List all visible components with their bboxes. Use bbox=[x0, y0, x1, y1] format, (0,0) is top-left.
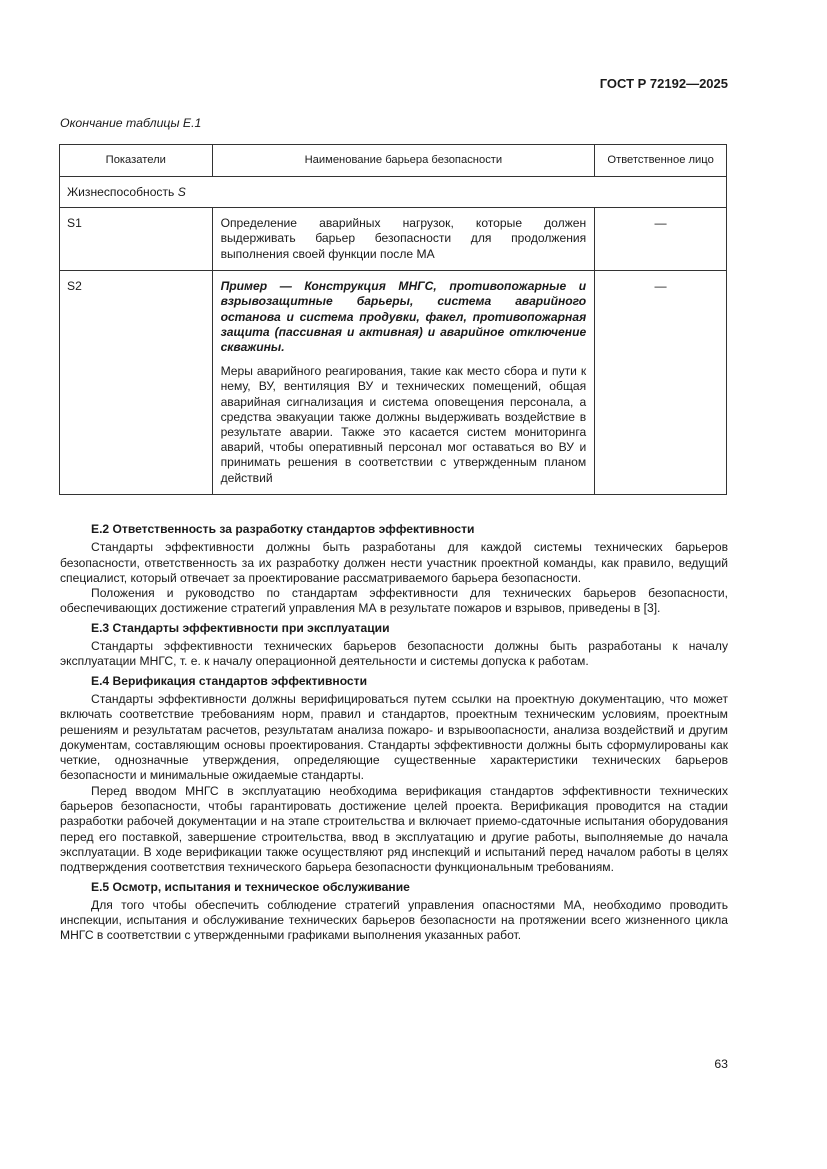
table-caption: Окончание таблицы Е.1 bbox=[60, 116, 202, 130]
paragraph: Перед вводом МНГС в эксплуатацию необходима верификация стандартов эффективности технических барьеров безопасности, чтобы гарантировать достижение целей проекта. Верификация проводится на стадии разработки рабочей документации и на этапе строительства и включает приемо-сдаточные испытания оборудования перед его поставкой, завершение строительства, ввод в эксплуатацию и другие работы, выполняемые до начала эксплуатации. В ходе верификации также осуществляют ряд инспекций и испытаний перед началом работы в целях подтверждения соответствия технического барьера безопасности функциональным требованиям. bbox=[60, 783, 728, 875]
responsible-person: — bbox=[595, 208, 727, 271]
paragraph: Для того чтобы обеспечить соблюдение стратегий управления опасностями МА, необходимо проводить инспекции, испытания и обслуживание технических барьеров безопасности на протяжении всего жизненного цикла МНГС в соответствии с утвержденными графиками выполнения указанных работ. bbox=[60, 897, 728, 943]
column-header: Показатели bbox=[60, 145, 213, 177]
responsible-person: — bbox=[595, 271, 727, 495]
paragraph: Стандарты эффективности должны быть разработаны для каждой системы технических барьеров безопасности, ответственность за их разработку должен нести участник проектной команды, как правило, ведущий специалист, который отвечает за проектирование рассматриваемого барьера безопасности. bbox=[60, 540, 728, 585]
column-header: Ответственное лицо bbox=[595, 145, 727, 177]
section-heading: Е.4 Верификация стандартов эффективности bbox=[91, 673, 368, 688]
section-symbol: S bbox=[177, 185, 186, 199]
barriers-table bbox=[59, 144, 727, 495]
table-section-row bbox=[60, 177, 727, 208]
section-label: Жизнеспособность bbox=[67, 185, 175, 199]
section-heading: Е.2 Ответственность за разработку стандартов эффективности bbox=[91, 522, 475, 536]
paragraph-text: Положения и руководство по стандартам эффективности для технических барьеров безопасности, обеспечивающих достижение стратегий управления МА в результате пожаров и взрывов, приведены в [3]. bbox=[60, 586, 728, 616]
paragraph bbox=[60, 586, 728, 617]
section-heading: Е.3 Стандарты эффективности при эксплуатации bbox=[91, 620, 390, 635]
table-row bbox=[60, 208, 727, 271]
body-text bbox=[60, 518, 728, 944]
table-section-cell bbox=[60, 177, 727, 208]
barrier-description bbox=[212, 208, 595, 271]
row-code: S2 bbox=[60, 271, 213, 495]
column-header: Наименование барьера безопасности bbox=[212, 145, 595, 177]
document-code: ГОСТ Р 72192—2025 bbox=[599, 76, 728, 91]
barrier-text: Определение аварийных нагрузок, которые должен выдерживать барьер безопасности для продолжения выполнения своей функции после МА bbox=[220, 216, 587, 261]
barrier-text: Меры аварийного реагирования, такие как место сбора и пути к нему, ВУ, вентиляция ВУ и технических помещений, общая аварийная сигнализация и система оповещения персонала, а средства эвакуации также должны выдерживать воздействие в результате аварии. Также это касается систем мониторинга аварий, чтобы оперативный персонал мог оставаться во ВУ и принимать решения в соответствии с утвержденным планом действий bbox=[220, 364, 587, 485]
barrier-example: Пример — Конструкция МНГС, противопожарные и взрывозащитные барьеры, система аварийного останова и система продувки, факел, противопожарная защита (пассивная и активная) и аварийное отключение скважины. bbox=[220, 279, 587, 355]
paragraph: Стандарты эффективности должны верифицироваться путем ссылки на проектную документацию, что может включать соответствие требованиям норм, правил и стандартов, проектным техническим условиям, проектным решениям и результатам расчетов, результатам анализа пожаро- и взрывоопасности, анализа воздействий и другим документам, составляющим основы проектирования. Стандарты эффективности должны быть сформулированы как четкие, однозначные утверждения, определяющие существенные характеристики технических барьеров безопасности и минимальные ожидаемые стандарты. bbox=[60, 691, 728, 783]
barrier-description bbox=[212, 271, 595, 495]
table-header-row bbox=[60, 145, 727, 177]
page-number: 63 bbox=[714, 1057, 728, 1071]
row-code: S1 bbox=[60, 208, 213, 271]
paragraph: Стандарты эффективности технических барьеров безопасности должны быть разработаны к началу эксплуатации МНГС, т. е. к началу операционной деятельности и системы допуска к работам. bbox=[60, 639, 728, 669]
table-row bbox=[60, 271, 727, 495]
section-heading: Е.5 Осмотр, испытания и техническое обслуживание bbox=[91, 879, 410, 894]
